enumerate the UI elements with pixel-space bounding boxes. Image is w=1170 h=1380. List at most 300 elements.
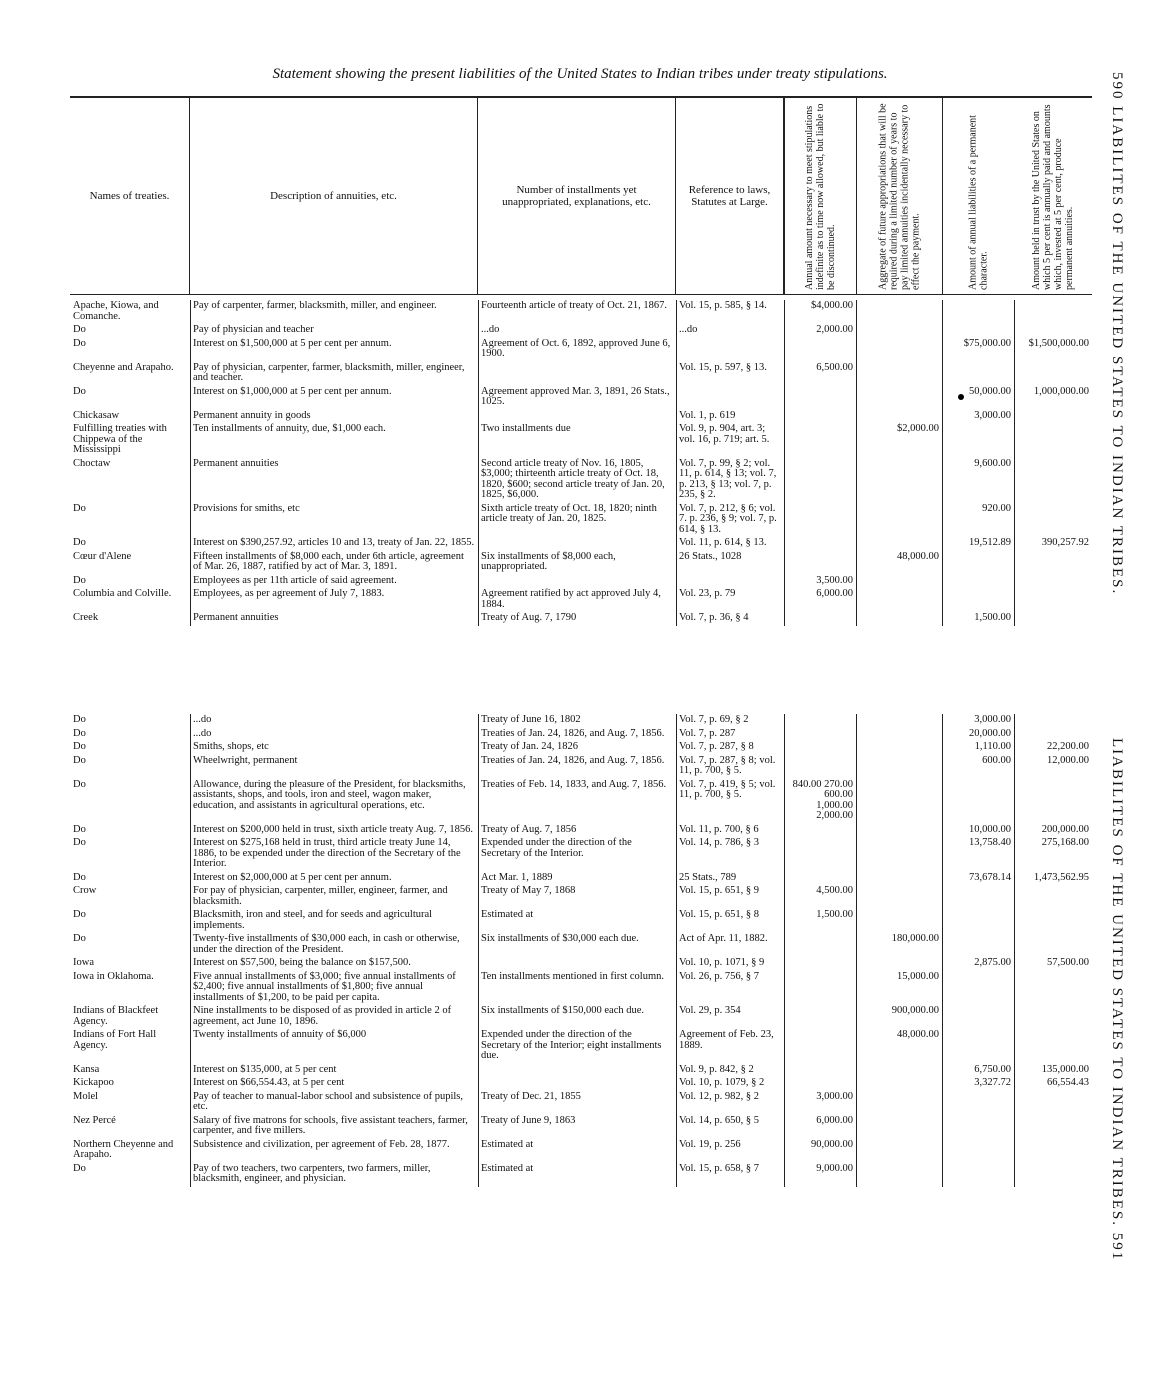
cell-aggregate — [856, 714, 942, 728]
cell-reference: Vol. 9, p. 842, § 2 — [679, 1063, 754, 1075]
cell-reference: Vol. 23, p. 79 — [679, 588, 736, 599]
cell-trust — [1014, 588, 1092, 612]
cell-installments: Treaty of June 9, 1863 — [481, 1114, 576, 1126]
cell-description: Provisions for smiths, etc — [193, 502, 300, 514]
cell-installments: Six installments of $8,000 each, unappropriated. — [481, 550, 616, 572]
cell-installments: Treaty of Jan. 24, 1826 — [481, 741, 579, 752]
cell-aggregate — [856, 1077, 942, 1091]
cell-description: Ten installments of annuity, due, $1,000 each. — [193, 423, 386, 434]
cell-name: Do — [73, 909, 86, 920]
table-row — [70, 338, 1092, 362]
cell-trust: 135,000.00 — [1041, 1063, 1089, 1075]
cell-trust — [1014, 1115, 1092, 1139]
cell-aggregate — [856, 824, 942, 838]
cell-permanent — [942, 362, 1014, 386]
cell-reference: Vol. 26, p. 756, § 7 — [679, 970, 760, 982]
cell-installments — [478, 957, 676, 971]
cell-aggregate — [856, 588, 942, 612]
cell-permanent: 3,000.00 — [974, 409, 1011, 421]
cell-installments: Estimated at — [481, 909, 534, 920]
cell-reference: Vol. 1, p. 619 — [679, 409, 736, 421]
cell-permanent — [942, 575, 1014, 589]
cell-reference: Vol. 10, p. 1079, § 2 — [679, 1077, 765, 1088]
cell-installments: Treaty of Aug. 7, 1790 — [481, 612, 577, 623]
cell-permanent: 1,500.00 — [974, 612, 1011, 623]
cell-description: Employees as per 11th article of said agreement. — [193, 574, 397, 586]
cell-trust — [1014, 458, 1092, 503]
cell-name: Do — [73, 714, 86, 725]
cell-trust — [1014, 933, 1092, 957]
cell-reference: Vol. 7, p. 36, § 4 — [679, 612, 749, 623]
cell-reference: Vol. 11, p. 614, § 13. — [679, 537, 767, 548]
cell-aggregate — [856, 575, 942, 589]
col-header-names: Names of treaties. — [70, 98, 190, 294]
table-row — [70, 1091, 1092, 1115]
cell-permanent — [942, 971, 1014, 1006]
cell-installments — [478, 575, 676, 589]
table-row — [70, 824, 1092, 838]
cell-installments: Fourteenth article of treaty of Oct. 21, 1867. — [481, 300, 668, 311]
cell-aggregate — [856, 957, 942, 971]
cell-annual: 1,500.00 — [816, 909, 853, 920]
cell-permanent: 1,110.00 — [974, 741, 1011, 752]
cell-permanent — [942, 1163, 1014, 1187]
table-row — [70, 885, 1092, 909]
cell-annual — [784, 741, 856, 755]
cell-annual — [784, 338, 856, 362]
cell-aggregate — [856, 1139, 942, 1163]
cell-trust: 1,473,562.95 — [1033, 871, 1089, 883]
cell-aggregate — [856, 338, 942, 362]
col-header-held-in-trust: Amount held in trust by the United States on which 5 per cent is annually paid and amounts which, invested at 5 per cent, produce permanent annuities. — [1031, 104, 1075, 290]
cell-description: Smiths, shops, etc — [193, 741, 269, 752]
cell-annual — [784, 1005, 856, 1029]
ink-spot — [958, 394, 964, 400]
cell-reference: Vol. 14, p. 650, § 5 — [679, 1114, 760, 1126]
cell-installments: Treaties of Jan. 24, 1826, and Aug. 7, 1856. — [481, 727, 665, 739]
cell-permanent — [942, 1005, 1014, 1029]
cell-name: Iowa — [73, 957, 94, 968]
cell-installments: Treaty of Aug. 7, 1856 — [481, 823, 577, 835]
cell-aggregate — [856, 885, 942, 909]
cell-trust — [1014, 1029, 1092, 1064]
table-row — [70, 612, 1092, 626]
cell-description: Interest on $1,000,000 at 5 per cent per annum. — [193, 385, 392, 397]
cell-description: Pay of two teachers, two carpenters, two farmers, miller, blacksmith, engineer, and physician. — [193, 1162, 431, 1184]
cell-trust: 1,000,000.00 — [1033, 385, 1089, 397]
cell-annual — [784, 872, 856, 886]
cell-annual — [784, 612, 856, 626]
cell-description: Allowance, during the pleasure of the President, for blacksmiths, assistants, shops, and tools, iron and steel, wagon maker, education, and assistants in agricultural operations, etc. — [193, 778, 466, 811]
cell-reference — [676, 575, 784, 589]
cell-reference: Vol. 10, p. 1071, § 9 — [679, 957, 765, 968]
col-header-annual-indefinite: Annual amount necessary to meet stipulations indefinite as to time now allowed, but liable to be discontinued. — [784, 98, 856, 294]
cell-permanent: 600.00 — [982, 754, 1011, 766]
cell-permanent: 3,327.72 — [974, 1077, 1011, 1088]
cell-installments: Treaty of May 7, 1868 — [481, 885, 576, 896]
table-row — [70, 300, 1092, 324]
cell-aggregate — [856, 324, 942, 338]
table-row — [70, 1077, 1092, 1091]
cell-reference: Vol. 7, p. 419, § 5; vol. 11, p. 700, § 5. — [679, 778, 776, 800]
table-row — [70, 971, 1092, 1006]
side-running-head-bottom: LIABILITES OF THE UNITED STATES TO INDIAN TRIBES. 591 — [1109, 738, 1125, 1262]
cell-annual — [784, 824, 856, 838]
cell-installments: Agreement ratified by act approved July 4, 1884. — [481, 588, 661, 610]
cell-description: Twenty installments of annuity of $6,000 — [193, 1029, 367, 1040]
cell-name: Columbia and Colville. — [73, 588, 172, 599]
cell-trust — [1014, 612, 1092, 626]
cell-description: Twenty-five installments of $30,000 each, in cash or otherwise, under the direction of the President. — [193, 933, 460, 955]
cell-name: Nez Percé — [73, 1114, 116, 1126]
cell-aggregate: 48,000.00 — [897, 550, 939, 562]
cell-permanent — [942, 588, 1014, 612]
cell-trust — [1014, 885, 1092, 909]
table-row — [70, 423, 1092, 458]
cell-aggregate: $2,000.00 — [897, 423, 939, 434]
cell-trust — [1014, 300, 1092, 324]
cell-name: Chickasaw — [73, 409, 120, 421]
cell-annual — [784, 755, 856, 779]
cell-aggregate: 15,000.00 — [897, 970, 939, 982]
cell-description: Interest on $2,000,000 at 5 per cent per annum. — [193, 871, 392, 883]
cell-description: Interest on $66,554.43, at 5 per cent — [193, 1077, 345, 1088]
cell-name: Do — [73, 324, 86, 335]
cell-reference: 26 Stats., 1028 — [679, 550, 742, 562]
cell-name: Do — [73, 741, 86, 752]
cell-trust — [1014, 971, 1092, 1006]
table-row — [70, 714, 1092, 728]
cell-permanent: 9,600.00 — [974, 457, 1011, 469]
cell-permanent: 2,875.00 — [974, 957, 1011, 968]
cell-description: Nine installments to be disposed of as provided in article 2 of agreement, act June 10, 1896. — [193, 1005, 452, 1027]
cell-permanent: $75,000.00 — [963, 337, 1011, 349]
cell-trust — [1014, 362, 1092, 386]
cell-permanent — [942, 1091, 1014, 1115]
cell-trust — [1014, 551, 1092, 575]
table-row — [70, 588, 1092, 612]
cell-name: Do — [73, 727, 86, 739]
cell-reference: 25 Stats., 789 — [679, 871, 737, 883]
cell-name: Crow — [73, 885, 97, 896]
cell-trust — [1014, 1091, 1092, 1115]
cell-reference: Agreement of Feb. 23, 1889. — [679, 1029, 774, 1051]
cell-permanent — [942, 779, 1014, 824]
cell-name: Do — [73, 502, 86, 514]
cell-description: Pay of teacher to manual-labor school and subsistence of pupils, etc. — [193, 1090, 464, 1112]
cell-annual — [784, 503, 856, 538]
col-header-reference: Reference to laws, Statutes at Large. — [676, 98, 784, 294]
cell-installments: Estimated at — [481, 1162, 534, 1174]
cell-description: Subsistence and civilization, per agreement of Feb. 28, 1877. — [193, 1138, 450, 1150]
cell-trust — [1014, 423, 1092, 458]
cell-description: Permanent annuity in goods — [193, 409, 311, 421]
cell-permanent — [942, 324, 1014, 338]
cell-trust — [1014, 714, 1092, 728]
cell-aggregate — [856, 1091, 942, 1115]
cell-installments: Treaties of Feb. 14, 1833, and Aug. 7, 1856. — [481, 778, 667, 790]
table-row — [70, 741, 1092, 755]
cell-name: Iowa in Oklahoma. — [73, 970, 154, 982]
cell-reference — [676, 386, 784, 410]
cell-annual: 4,500.00 — [816, 885, 853, 896]
cell-permanent — [942, 933, 1014, 957]
cell-name: Indians of Blackfeet Agency. — [73, 1005, 159, 1027]
cell-installments: Treaties of Jan. 24, 1826, and Aug. 7, 1856. — [481, 754, 665, 766]
cell-permanent — [942, 909, 1014, 933]
table-row — [70, 1005, 1092, 1029]
cell-annual — [784, 410, 856, 424]
cell-name: Do — [73, 754, 86, 766]
cell-aggregate — [856, 362, 942, 386]
liabilities-table-part-1 — [70, 300, 1092, 626]
col-header-installments: Number of installments yet unappropriated, explanations, etc. — [478, 98, 676, 294]
table-row — [70, 957, 1092, 971]
table-row — [70, 1163, 1092, 1187]
cell-description: Wheelwright, permanent — [193, 754, 298, 766]
col-header-aggregate-future: Aggregate of future appropriations that will be required during a limited number of years to pay limited annuities incidentally necessary to effect the payment. — [856, 98, 942, 294]
cell-name: Cheyenne and Arapaho. — [73, 361, 174, 373]
cell-reference: Act of Apr. 11, 1882. — [679, 933, 768, 944]
col-header-description: Description of annuities, etc. — [190, 98, 478, 294]
cell-reference: Vol. 7, p. 69, § 2 — [679, 714, 749, 725]
cell-reference: Vol. 12, p. 982, § 2 — [679, 1090, 760, 1102]
cell-name: Indians of Fort Hall Agency. — [73, 1029, 157, 1051]
cell-trust — [1014, 324, 1092, 338]
cell-aggregate — [856, 741, 942, 755]
cell-permanent — [942, 423, 1014, 458]
cell-permanent — [942, 551, 1014, 575]
cell-aggregate — [856, 537, 942, 551]
cell-name: Do — [73, 823, 86, 835]
table-row — [70, 755, 1092, 779]
cell-aggregate — [856, 503, 942, 538]
cell-name: Kansa — [73, 1063, 100, 1075]
cell-aggregate — [856, 410, 942, 424]
table-row — [70, 1115, 1092, 1139]
cell-installments: Agreement approved Mar. 3, 1891, 26 Stats., 1025. — [481, 385, 670, 407]
table-row — [70, 537, 1092, 551]
side-running-head-top: 590 LIABILITES OF THE UNITED STATES TO INDIAN TRIBES. — [1109, 72, 1125, 596]
cell-trust: 57,500.00 — [1047, 957, 1089, 968]
table-row — [70, 551, 1092, 575]
cell-installments: Six installments of $30,000 each due. — [481, 933, 639, 944]
cell-description: Interest on $275,168 held in trust, third article treaty June 14, 1886, to be expended under the direction of the Secretary of the Interior. — [193, 837, 461, 869]
cell-reference: Vol. 7, p. 212, § 6; vol. 7. p. 236, § 9; vol. 7, p. 614, § 13. — [679, 502, 777, 535]
cell-annual — [784, 714, 856, 728]
cell-name: Do — [73, 933, 86, 944]
cell-trust: $1,500,000.00 — [1028, 337, 1089, 349]
cell-reference: Vol. 7, p. 287, § 8; vol. 11, p. 700, § 5. — [679, 754, 776, 776]
cell-installments: Second article treaty of Nov. 16, 1805, $3,000; thirteenth article treaty of Oct. 18, 1820, $600; second article treaty of Jan. 20, 1825, $6,000. — [481, 457, 665, 500]
cell-description: Five annual installments of $3,000; five annual installments of $2,400; five annual installments of $1,800; five annual installments of $1,200, to be paid per capita. — [193, 970, 456, 1003]
cell-installments: Ten installments mentioned in first column. — [481, 970, 664, 982]
cell-aggregate — [856, 909, 942, 933]
cell-installments: Expended under the direction of the Secretary of the Interior. — [481, 837, 632, 859]
cell-description: Pay of physician and teacher — [193, 324, 314, 335]
cell-permanent — [942, 885, 1014, 909]
cell-reference: Vol. 15, p. 597, § 13. — [679, 361, 767, 373]
table-row — [70, 575, 1092, 589]
cell-annual: $4,000.00 — [811, 300, 853, 311]
cell-annual: 9,000.00 — [816, 1162, 853, 1174]
cell-name: Northern Cheyenne and Arapaho. — [73, 1138, 174, 1160]
table-row — [70, 503, 1092, 538]
table-row — [70, 410, 1092, 424]
cell-annual: 2,000.00 — [816, 324, 853, 335]
cell-permanent: 920.00 — [982, 502, 1011, 514]
cell-name: Do — [73, 385, 86, 397]
cell-name: Do — [73, 1162, 86, 1174]
cell-annual — [784, 971, 856, 1006]
cell-installments: Sixth article treaty of Oct. 18, 1820; ninth article treaty of Jan. 20, 1825. — [481, 502, 657, 524]
cell-name: Do — [73, 574, 86, 586]
table-row — [70, 1029, 1092, 1064]
table-row — [70, 386, 1092, 410]
cell-permanent — [942, 1029, 1014, 1064]
cell-annual — [784, 551, 856, 575]
cell-description: ...do — [193, 727, 212, 739]
cell-permanent: 3,000.00 — [974, 714, 1011, 725]
cell-annual: 3,000.00 — [816, 1090, 853, 1102]
cell-reference: Vol. 15, p. 651, § 9 — [679, 885, 760, 896]
page-title: Statement showing the present liabilities of the United States to Indian tribes under treaty stipulations. — [272, 66, 888, 82]
cell-permanent — [942, 300, 1014, 324]
cell-reference: Vol. 7, p. 287 — [679, 727, 736, 739]
cell-description: Interest on $135,000, at 5 per cent — [193, 1063, 337, 1075]
cell-installments: Estimated at — [481, 1138, 534, 1150]
cell-trust: 22,200.00 — [1047, 741, 1089, 752]
cell-installments — [478, 537, 676, 551]
cell-annual — [784, 1064, 856, 1078]
cell-installments — [478, 410, 676, 424]
cell-name: Kickapoo — [73, 1077, 114, 1088]
cell-reference: Vol. 9, p. 904, art. 3; vol. 16, p. 719; art. 5. — [679, 423, 770, 445]
cell-reference — [676, 338, 784, 362]
table-row — [70, 458, 1092, 503]
cell-aggregate — [856, 837, 942, 872]
cell-permanent — [942, 1139, 1014, 1163]
cell-name: Do — [73, 537, 86, 548]
table-row — [70, 872, 1092, 886]
cell-annual: 3,500.00 — [816, 574, 853, 586]
cell-trust — [1014, 779, 1092, 824]
cell-aggregate — [856, 1163, 942, 1187]
cell-reference: Vol. 7, p. 287, § 8 — [679, 741, 754, 752]
table-row — [70, 837, 1092, 872]
cell-description: Permanent annuities — [193, 612, 279, 623]
cell-trust — [1014, 503, 1092, 538]
table-row — [70, 362, 1092, 386]
cell-annual — [784, 537, 856, 551]
cell-aggregate: 900,000.00 — [891, 1005, 939, 1016]
cell-annual: 840.00 270.00 600.00 1,000.00 2,000.00 — [792, 778, 853, 821]
cell-reference: Vol. 19, p. 256 — [679, 1138, 741, 1150]
cell-installments: Two installments due — [481, 423, 571, 434]
cell-annual — [784, 423, 856, 458]
cell-description: ...do — [193, 714, 212, 725]
cell-reference: Vol. 11, p. 700, § 6 — [679, 823, 759, 835]
cell-annual — [784, 837, 856, 872]
cell-aggregate — [856, 728, 942, 742]
cell-permanent: 10,000.00 — [969, 823, 1011, 835]
cell-installments: Treaty of June 16, 1802 — [481, 714, 581, 725]
cell-aggregate — [856, 1115, 942, 1139]
cell-trust — [1014, 1139, 1092, 1163]
cell-permanent: 19,512.89 — [969, 537, 1011, 548]
cell-installments: Six installments of $150,000 each due. — [481, 1005, 645, 1016]
cell-aggregate: 48,000.00 — [897, 1029, 939, 1040]
cell-description: Interest on $57,500, being the balance on $157,500. — [193, 957, 411, 968]
cell-reference: ...do — [679, 324, 698, 335]
cell-trust: 390,257.92 — [1041, 537, 1089, 548]
column-header-row — [70, 96, 1092, 295]
cell-description: Interest on $200,000 held in trust, sixth article treaty Aug. 7, 1856. — [193, 823, 473, 835]
cell-permanent — [942, 1115, 1014, 1139]
table-row — [70, 1064, 1092, 1078]
cell-reference: Vol. 14, p. 786, § 3 — [679, 837, 760, 848]
cell-annual: 6,000.00 — [816, 1114, 853, 1126]
cell-annual — [784, 458, 856, 503]
cell-trust — [1014, 909, 1092, 933]
cell-description: Salary of five matrons for schools, five assistant teachers, farmer, carpenter, and five millers. — [193, 1114, 468, 1136]
cell-installments — [478, 1077, 676, 1091]
cell-aggregate — [856, 458, 942, 503]
cell-trust: 275,168.00 — [1041, 837, 1089, 848]
cell-name: Apache, Kiowa, and Comanche. — [73, 300, 159, 322]
cell-reference: Vol. 29, p. 354 — [679, 1005, 741, 1016]
cell-name: Do — [73, 778, 86, 790]
cell-name: Fulfilling treaties with Chippewa of the Mississippi — [73, 423, 167, 455]
table-row — [70, 933, 1092, 957]
col-header-permanent: Amount of annual liabilities of a permanent character. — [942, 98, 1014, 294]
cell-trust — [1014, 410, 1092, 424]
cell-description: Blacksmith, iron and steel, and for seeds and agricultural implements. — [193, 909, 433, 931]
cell-installments: ...do — [481, 324, 500, 335]
cell-installments: Expended under the direction of the Secretary of the Interior; eight installments due. — [481, 1029, 662, 1061]
table-row — [70, 779, 1092, 824]
cell-annual — [784, 933, 856, 957]
cell-aggregate — [856, 1064, 942, 1078]
cell-description: Interest on $390,257.92, articles 10 and 13, treaty of Jan. 22, 1855. — [193, 537, 475, 548]
cell-trust — [1014, 575, 1092, 589]
cell-name: Creek — [73, 612, 99, 623]
cell-trust — [1014, 728, 1092, 742]
cell-permanent: 13,758.40 — [969, 837, 1011, 848]
cell-aggregate — [856, 300, 942, 324]
cell-description: Fifteen installments of $8,000 each, under 6th article, agreement of Mar. 26, 1887, ratified by act of Mar. 3, 1891. — [193, 550, 464, 572]
cell-aggregate — [856, 612, 942, 626]
cell-permanent: 73,678.14 — [969, 871, 1011, 883]
cell-aggregate: 180,000.00 — [891, 933, 939, 944]
cell-reference: Vol. 15, p. 585, § 14. — [679, 300, 767, 311]
cell-description: Permanent annuities — [193, 457, 279, 469]
cell-description: Interest on $1,500,000 at 5 per cent per annum. — [193, 337, 392, 349]
cell-permanent: 50,000.00 — [969, 385, 1011, 397]
cell-annual — [784, 1029, 856, 1064]
cell-trust: 12,000.00 — [1047, 754, 1089, 766]
cell-annual — [784, 1077, 856, 1091]
cell-annual: 6,500.00 — [816, 361, 853, 373]
cell-installments — [478, 1064, 676, 1078]
cell-annual: 90,000.00 — [811, 1138, 853, 1150]
cell-trust: 200,000.00 — [1041, 823, 1089, 835]
cell-permanent: 6,750.00 — [974, 1063, 1011, 1075]
cell-description: For pay of physician, carpenter, miller, engineer, farmer, and blacksmith. — [193, 885, 448, 907]
cell-aggregate — [856, 386, 942, 410]
cell-installments: Act Mar. 1, 1889 — [481, 871, 553, 883]
cell-reference: Vol. 15, p. 651, § 8 — [679, 909, 760, 920]
